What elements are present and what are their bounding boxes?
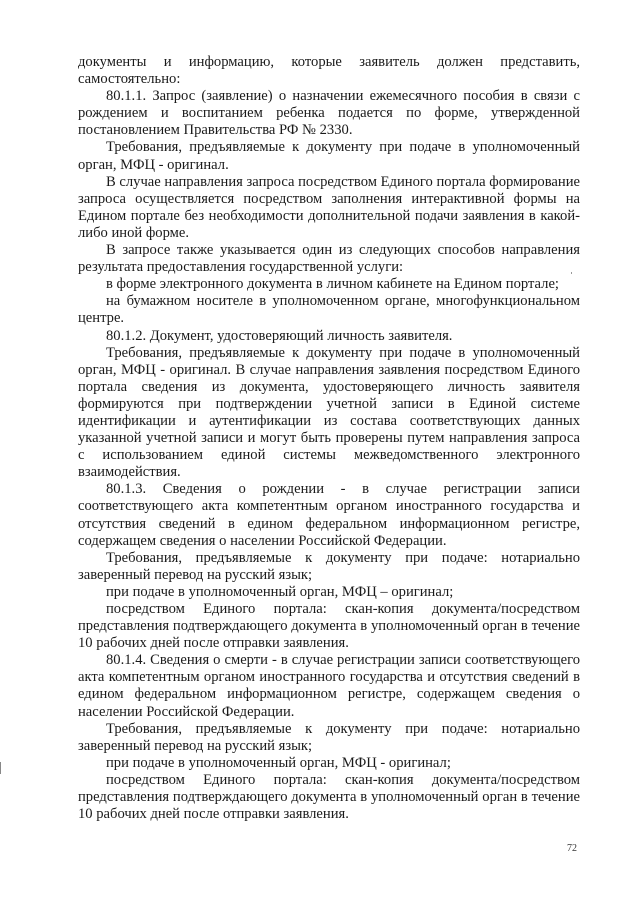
- page-number: 72: [567, 843, 577, 854]
- paragraph-requirements-2: Требования, предъявляемые к документу при подаче в уполномоченный орган, МФЦ - оригинал. В случае направления заявления посредством Единого портала сведения из документа, удостоверяющего личность заявителя формируются при подтверждении учетной записи в Единой системе идентификации и аутентификации из состава соответствующих данных указанной учетной записи и могут быть проверены путем направления запроса с использованием единой системы межведомственного электронного взаимодействия.: [78, 344, 580, 481]
- paragraph-portal-request: В случае направления запроса посредством Единого портала формирование запроса осуществляется посредством заполнения интерактивной формы на Едином портале без необходимости дополнительной подачи заявления в какой-либо иной форме.: [78, 173, 580, 241]
- list-item-electronic: в форме электронного документа в личном кабинете на Едином портале;: [106, 276, 559, 293]
- list-item-portal-scan-3: посредством Единого портала: скан-копия документа/посредством представления подтверждающего документа в уполномоченный орган в течение 10 рабочих дней после отправки заявления.: [78, 601, 580, 652]
- scan-edge-mark: [0, 762, 1, 774]
- document-body: [78, 54, 580, 823]
- paragraph-intro-continuation: документы и информацию, которые заявитель должен представить, самостоятельно:: [78, 54, 580, 88]
- scan-speck: [571, 272, 572, 274]
- list-item-paper: на бумажном носителе в уполномоченном органе, многофункциональном центре.: [78, 293, 580, 327]
- paragraph-80-1-1: 80.1.1. Запрос (заявление) о назначении ежемесячного пособия в связи с рождением и воспитанием ребенка подается по форме, утвержденной постановлением Правительства РФ № 2330.: [78, 88, 580, 139]
- list-item-mfc-original-3: при подаче в уполномоченный орган, МФЦ – оригинал;: [106, 583, 454, 600]
- list-item-mfc-original-4: при подаче в уполномоченный орган, МФЦ - оригинал;: [106, 754, 451, 771]
- paragraph-80-1-4: 80.1.4. Сведения о смерти - в случае регистрации записи соответствующего акта компетентным органом иностранного государства и отсутствия сведений в едином федеральном информационном регистре, содержащем сведения о населении Российской Федерации.: [78, 652, 580, 720]
- paragraph-requirements-1: Требования, предъявляемые к документу при подаче в уполномоченный орган, МФЦ - оригинал.: [78, 139, 580, 173]
- paragraph-requirements-3: Требования, предъявляемые к документу при подаче: нотариально заверенный перевод на русский язык;: [78, 549, 580, 583]
- paragraph-requirements-4: Требования, предъявляемые к документу при подаче: нотариально заверенный перевод на русский язык;: [78, 720, 580, 754]
- paragraph-result-methods: В запросе также указывается один из следующих способов направления результата предоставления государственной услуги:: [78, 242, 580, 276]
- paragraph-80-1-2: 80.1.2. Документ, удостоверяющий личность заявителя.: [106, 327, 453, 344]
- list-item-portal-scan-4: посредством Единого портала: скан-копия документа/посредством представления подтверждающего документа в уполномоченный орган в течение 10 рабочих дней после отправки заявления.: [78, 771, 580, 823]
- paragraph-80-1-3: 80.1.3. Сведения о рождении - в случае регистрации записи соответствующего акта компетентным органом иностранного государства и отсутствия сведений в едином федеральном информационном регистре, содержащем сведения о населении Российской Федерации.: [78, 481, 580, 549]
